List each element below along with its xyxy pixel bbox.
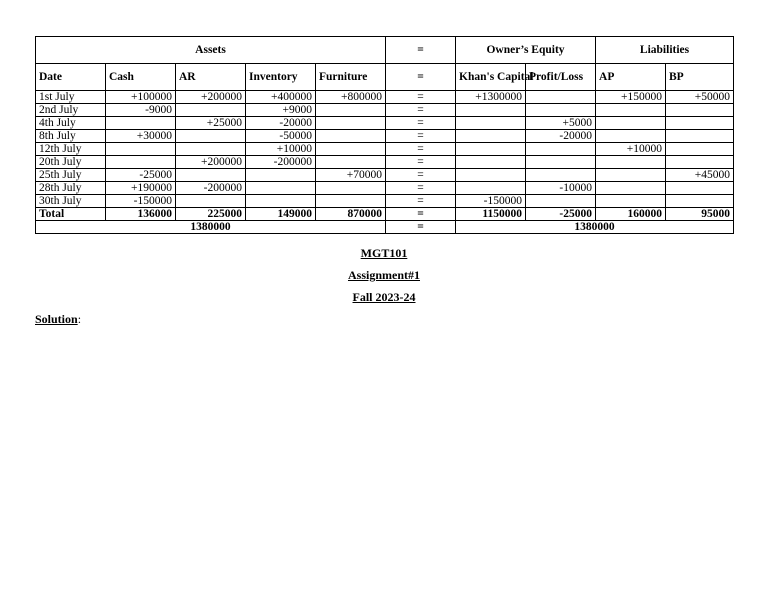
column-header-date: Date xyxy=(36,64,106,91)
cell-ap: +150000 xyxy=(596,91,666,104)
column-header-khans-capital: Khan's Capital xyxy=(456,64,526,91)
cell-date: 12th July xyxy=(36,143,106,156)
cell-profit-loss: -10000 xyxy=(526,182,596,195)
cell-inventory: +10000 xyxy=(246,143,316,156)
cell-ar: +25000 xyxy=(176,117,246,130)
cell-inventory: -50000 xyxy=(246,130,316,143)
cell-profit-loss xyxy=(526,104,596,117)
column-header-profit-loss: Profit/Loss xyxy=(526,64,596,91)
cell-bp xyxy=(666,143,734,156)
cell-ar xyxy=(176,195,246,208)
cell-bp xyxy=(666,182,734,195)
table-row xyxy=(36,91,734,104)
total-cash: 136000 xyxy=(106,208,176,221)
grand-total-equals: = xyxy=(386,221,456,234)
cell-furniture xyxy=(316,130,386,143)
liabilities-group-header: Liabilities xyxy=(596,37,734,64)
cell-bp xyxy=(666,156,734,169)
cell-bp xyxy=(666,195,734,208)
cell-inventory: +9000 xyxy=(246,104,316,117)
cell-ap xyxy=(596,104,666,117)
column-header-equals: = xyxy=(386,64,456,91)
equals-group-header: = xyxy=(386,37,456,64)
total-bp: 95000 xyxy=(666,208,734,221)
cell-cash: -9000 xyxy=(106,104,176,117)
cell-inventory: +400000 xyxy=(246,91,316,104)
cell-inventory xyxy=(246,169,316,182)
cell-date: 8th July xyxy=(36,130,106,143)
cell-ap: +10000 xyxy=(596,143,666,156)
cell-furniture xyxy=(316,156,386,169)
cell-profit-loss: -20000 xyxy=(526,130,596,143)
table-row xyxy=(36,182,734,195)
cell-equals: = xyxy=(386,143,456,156)
cell-equals: = xyxy=(386,182,456,195)
total-label: Total xyxy=(36,208,106,221)
owners-equity-group-header: Owner’s Equity xyxy=(456,37,596,64)
cell-bp: +45000 xyxy=(666,169,734,182)
table-row xyxy=(36,117,734,130)
cell-equals: = xyxy=(386,156,456,169)
cell-furniture xyxy=(316,117,386,130)
cell-equals: = xyxy=(386,104,456,117)
cell-khans-capital xyxy=(456,182,526,195)
cell-equals: = xyxy=(386,130,456,143)
cell-inventory: -200000 xyxy=(246,156,316,169)
column-header-inventory: Inventory xyxy=(246,64,316,91)
column-header-cash: Cash xyxy=(106,64,176,91)
cell-date: 20th July xyxy=(36,156,106,169)
cell-ar xyxy=(176,104,246,117)
column-header-furniture: Furniture xyxy=(316,64,386,91)
cell-date: 4th July xyxy=(36,117,106,130)
cell-ar: -200000 xyxy=(176,182,246,195)
cell-cash xyxy=(106,156,176,169)
cell-cash xyxy=(106,117,176,130)
cell-inventory xyxy=(246,195,316,208)
cell-ar: +200000 xyxy=(176,91,246,104)
cell-date: 1st July xyxy=(36,91,106,104)
cell-furniture: +70000 xyxy=(316,169,386,182)
cell-profit-loss xyxy=(526,195,596,208)
cell-khans-capital xyxy=(456,143,526,156)
cell-khans-capital xyxy=(456,130,526,143)
cell-cash: +190000 xyxy=(106,182,176,195)
cell-ap xyxy=(596,117,666,130)
cell-date: 2nd July xyxy=(36,104,106,117)
total-profit-loss: -25000 xyxy=(526,208,596,221)
cell-profit-loss xyxy=(526,143,596,156)
cell-profit-loss xyxy=(526,91,596,104)
table-row xyxy=(36,156,734,169)
assets-group-header: Assets xyxy=(36,37,386,64)
cell-ap xyxy=(596,130,666,143)
column-header-row xyxy=(36,64,734,91)
cell-date: 30th July xyxy=(36,195,106,208)
cell-ap xyxy=(596,169,666,182)
table-row xyxy=(36,130,734,143)
group-header-row xyxy=(36,37,734,64)
cell-ar xyxy=(176,169,246,182)
accounting-equation-table xyxy=(35,36,734,234)
solution-heading xyxy=(35,312,81,327)
column-header-ar: AR xyxy=(176,64,246,91)
column-header-ap: AP xyxy=(596,64,666,91)
cell-ap xyxy=(596,156,666,169)
cell-equals: = xyxy=(386,117,456,130)
cell-date: 28th July xyxy=(36,182,106,195)
cell-khans-capital xyxy=(456,169,526,182)
cell-cash xyxy=(106,143,176,156)
equity-liabilities-grand-total: 1380000 xyxy=(456,221,734,234)
cell-cash: -150000 xyxy=(106,195,176,208)
cell-equals: = xyxy=(386,195,456,208)
assets-grand-total: 1380000 xyxy=(36,221,386,234)
cell-inventory: -20000 xyxy=(246,117,316,130)
cell-ar xyxy=(176,130,246,143)
cell-bp xyxy=(666,117,734,130)
cell-profit-loss: +5000 xyxy=(526,117,596,130)
cell-inventory xyxy=(246,182,316,195)
solution-colon: : xyxy=(77,312,82,326)
total-ar: 225000 xyxy=(176,208,246,221)
cell-furniture: +800000 xyxy=(316,91,386,104)
cell-khans-capital xyxy=(456,156,526,169)
cell-furniture xyxy=(316,143,386,156)
cell-profit-loss xyxy=(526,156,596,169)
course-code: MGT101 xyxy=(360,246,408,260)
cell-bp xyxy=(666,104,734,117)
total-equals: = xyxy=(386,208,456,221)
cell-equals: = xyxy=(386,169,456,182)
table-row xyxy=(36,104,734,117)
cell-ar xyxy=(176,143,246,156)
grand-total-row xyxy=(36,221,734,234)
total-inventory: 149000 xyxy=(246,208,316,221)
cell-date: 25th July xyxy=(36,169,106,182)
cell-furniture xyxy=(316,104,386,117)
total-ap: 160000 xyxy=(596,208,666,221)
cell-ap xyxy=(596,182,666,195)
assignment-title: Assignment#1 xyxy=(347,268,420,282)
column-header-bp: BP xyxy=(666,64,734,91)
cell-khans-capital xyxy=(456,104,526,117)
cell-ar: +200000 xyxy=(176,156,246,169)
cell-profit-loss xyxy=(526,169,596,182)
cell-furniture xyxy=(316,195,386,208)
cell-khans-capital: -150000 xyxy=(456,195,526,208)
cell-cash: +30000 xyxy=(106,130,176,143)
cell-ap xyxy=(596,195,666,208)
term-label: Fall 2023-24 xyxy=(352,290,416,304)
total-row xyxy=(36,208,734,221)
total-khans-capital: 1150000 xyxy=(456,208,526,221)
table-row xyxy=(36,195,734,208)
cell-equals: = xyxy=(386,91,456,104)
total-furniture: 870000 xyxy=(316,208,386,221)
cell-furniture xyxy=(316,182,386,195)
table-row xyxy=(36,143,734,156)
cell-khans-capital xyxy=(456,117,526,130)
cell-cash: +100000 xyxy=(106,91,176,104)
cell-cash: -25000 xyxy=(106,169,176,182)
cell-bp: +50000 xyxy=(666,91,734,104)
solution-label: Solution xyxy=(35,312,78,326)
table-row xyxy=(36,169,734,182)
cell-khans-capital: +1300000 xyxy=(456,91,526,104)
cell-bp xyxy=(666,130,734,143)
